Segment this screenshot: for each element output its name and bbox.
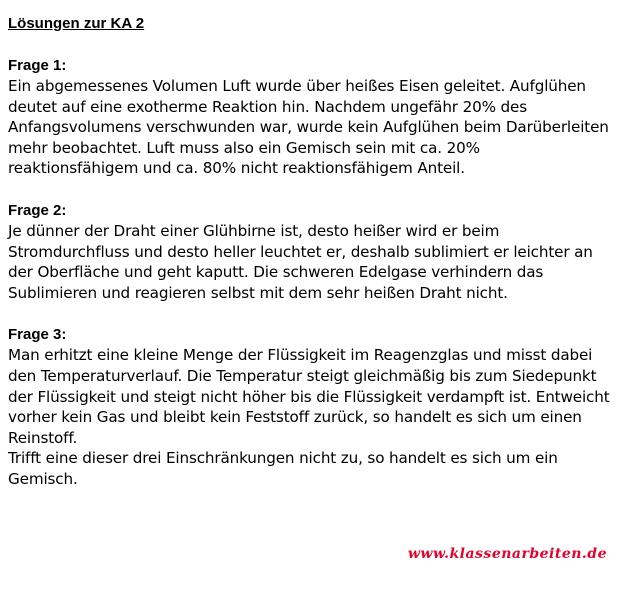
watermark-logo: www.klassenarbeiten.de [407,546,607,562]
section-heading: Frage 2: [8,201,67,219]
answer-paragraph: Je dünner der Draht einer Glühbirne ist, desto heißer wird er beim Stromdurchfluss und desto heller leuchtet er, deshalb sublimiert er leichter an der Oberfläche und geht kaputt. Die schweren Edelgase verhindern das Sublimieren und reagieren selbst mit dem sehr heißen Draht nicht. [8,221,593,302]
answer-paragraph: Ein abgemessenes Volumen Luft wurde über heißes Eisen geleitet. Aufglühen deutet auf eine exotherme Reaktion hin. Nachdem ungefähr 20% des Anfangsvolumens verschwunden war, wurde kein Aufglühen beim Darüberleiten mehr beobachtet. Luft muss also ein Gemisch sein mit ca. 20% reaktionsfähigem und ca. 80% nicht reaktionsfähigem Anteil. [8,77,609,178]
section-frage-1 [8,56,612,179]
section-heading: Frage 1: [8,57,67,74]
answer-paragraph: Man erhitzt eine kleine Menge der Flüssigkeit im Reagenzglas und misst dabei den Temperaturverlauf. Die Temperatur steigt gleichmäßig bis zum Siedepunkt der Flüssigkeit und steigt nicht höher bis die Flüssigkeit verdampft ist. Entweicht vorher kein Gas und bleibt kein Feststoff zurück, so handelt es sich um einen Reinstoff. [8,346,610,447]
answer-paragraph: Trifft eine dieser drei Einschränkungen nicht zu, so handelt es sich um ein Gemisch. [8,449,558,488]
section-frage-2 [8,201,612,303]
section-frage-3 [8,325,612,489]
document-title: Lösungen zur KA 2 [8,15,145,32]
section-heading: Frage 3: [8,326,67,344]
document [8,14,612,512]
